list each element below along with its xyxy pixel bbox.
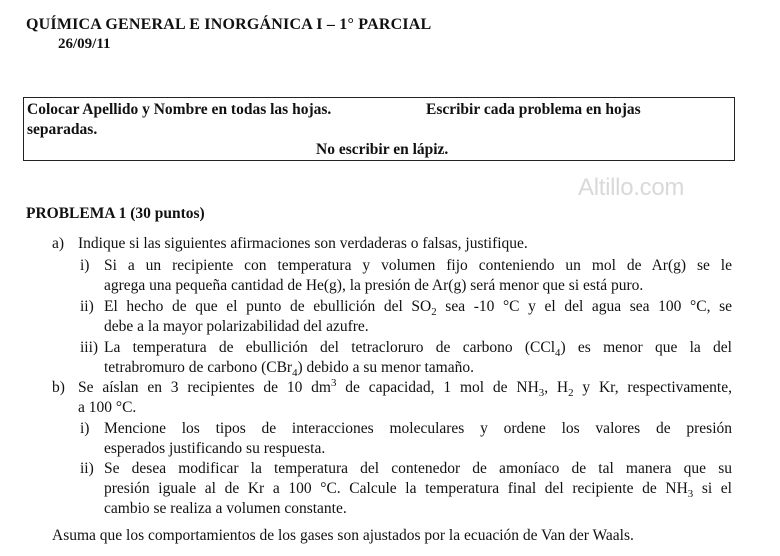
item-a-i-marker: i) bbox=[80, 257, 90, 274]
item-a-ii-line2: debe a la mayor polarizabilidad del azufre. bbox=[104, 318, 369, 335]
instruction-separate-sheets-cont: separadas. bbox=[27, 121, 98, 138]
closing-statement: Asuma que los comportamientos de los gases son ajustados por la ecuación de Van der Waals. bbox=[52, 527, 634, 544]
item-a-i-line1: Si a un recipiente con temperatura y volumen fijo conteniendo un mol de Ar(g) se le bbox=[104, 257, 732, 274]
item-b-ii-line1: Se desea modificar la temperatura del contenedor de amoníaco de tal manera que su bbox=[104, 460, 732, 477]
item-b-line2: a 100 °C. bbox=[78, 399, 137, 416]
watermark-logo: Altillo.com bbox=[578, 174, 685, 201]
item-a-iii-marker: iii) bbox=[80, 339, 99, 356]
item-b-line1: Se aíslan en 3 recipientes de 10 $dm^3$ de capacidad, 1 mol de $NH_3$, $H_2$ y Kr, respectivamente, bbox=[78, 376, 732, 400]
item-b-ii-line3: cambio se realiza a volumen constante. bbox=[104, 500, 347, 517]
instructions-box bbox=[23, 97, 735, 161]
instruction-no-pencil: No escribir en lápiz. bbox=[316, 141, 449, 158]
item-b-i-line2: esperados justificando su respuesta. bbox=[104, 440, 326, 457]
problem-title: PROBLEMA 1 (30 puntos) bbox=[26, 205, 205, 222]
item-a-iii-line1: La temperatura de ebullición del tetracloruro de carbono (CCl$_4$) es menor que la del bbox=[104, 339, 732, 360]
item-b-ii-marker: ii) bbox=[80, 460, 94, 477]
instruction-name: Colocar Apellido y Nombre en todas las hojas. bbox=[27, 101, 332, 118]
item-a-ii-line1: El hecho de que el punto de ebullición del $SO_2$ sea -10 °C y el del agua sea 100 °C, se bbox=[104, 298, 732, 319]
item-a-marker: a) bbox=[52, 235, 65, 252]
item-b-marker: b) bbox=[52, 379, 65, 396]
exam-date: 26/09/11 bbox=[58, 36, 111, 52]
instruction-separate-sheets: Escribir cada problema en hojas bbox=[426, 101, 641, 118]
item-a-ii-marker: ii) bbox=[80, 298, 94, 315]
item-a-i-line2: agrega una pequeña cantidad de He(g), la presión de Ar(g) será menor que si está puro. bbox=[104, 277, 644, 294]
exam-title: QUÍMICA GENERAL E INORGÁNICA I – 1° PARCIAL bbox=[26, 16, 432, 33]
item-a-iii-line2: tetrabromuro de carbono (CBr$_4$) debido a su menor tamaño. bbox=[104, 359, 474, 380]
item-b-ii-line2: presión iguale al de Kr a 100 °C. Calcule la temperatura final del recipiente de $NH_3$ si el bbox=[104, 480, 732, 501]
item-a-text: Indique si las siguientes afirmaciones son verdaderas o falsas, justifique. bbox=[78, 235, 528, 252]
item-b-i-marker: i) bbox=[80, 420, 90, 437]
item-b-i-line1: Mencione los tipos de interacciones moleculares y ordene los valores de presión bbox=[104, 420, 732, 437]
